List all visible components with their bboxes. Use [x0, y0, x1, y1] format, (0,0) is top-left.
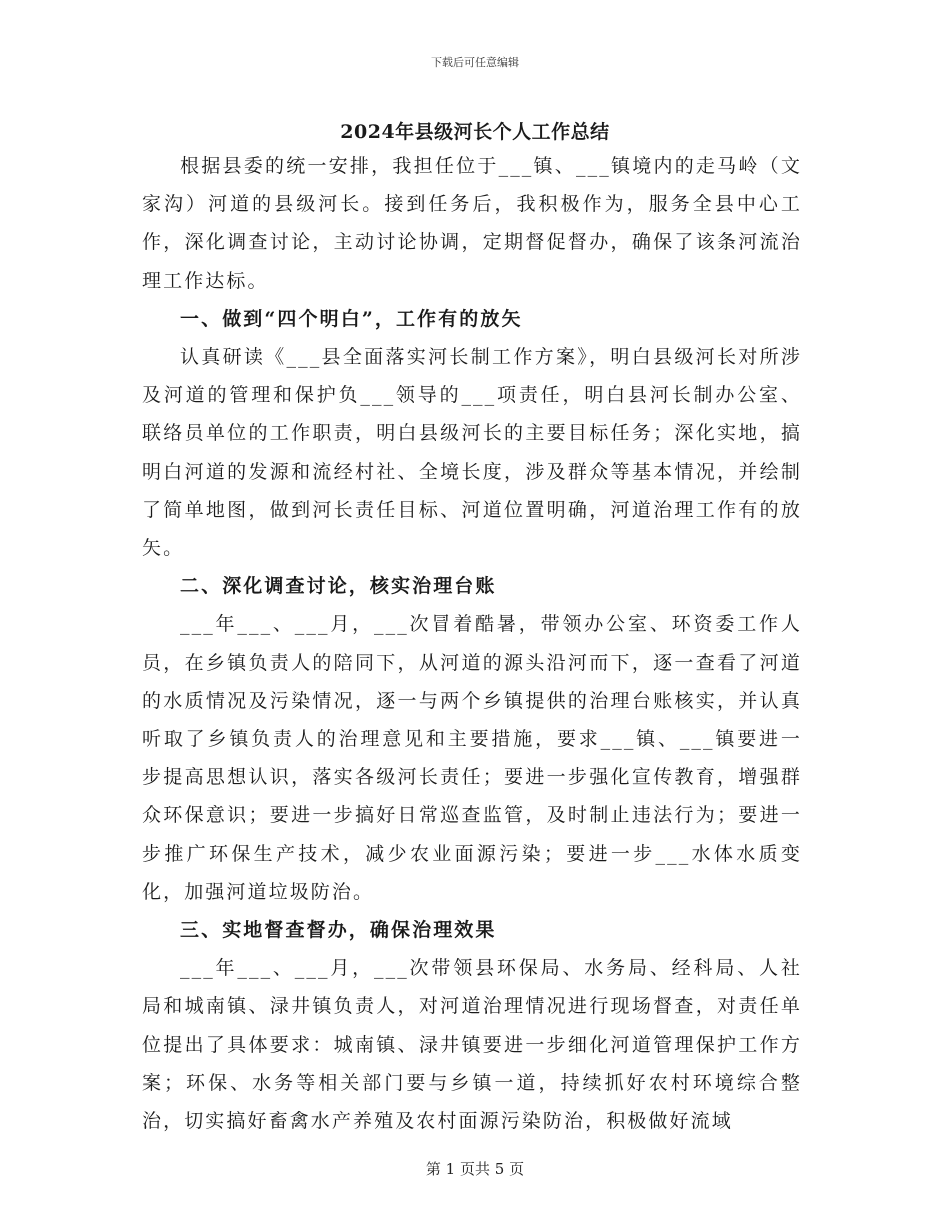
- page-number-footer: 第 1 页共 5 页: [425, 1160, 525, 1178]
- section-2-heading: 二、深化调查讨论，核实治理台账: [180, 575, 497, 598]
- section-3-heading: 三、实地督查督办，确保治理效果: [180, 919, 497, 942]
- document-title: 2024年县级河长个人工作总结: [340, 121, 610, 143]
- section-2-paragraph: ___年___、___月，___次冒着酷暑，带领办公室、环资委工作人员，在乡镇负责人的陪同下，从河道的源头沿河而下，逐一查看了河道的水质情况及污染情况，逐一与两个乡镇提供的治理台账核实，并认真听取了乡镇负责人的治理意见和主要措施，要求___镇、___镇要进一步提高思想认识，落实各级河长责任；要进一步强化宣传教育，增强群众环保意识；要进一步搞好日常巡查监管，及时制止违法行为；要进一步推广环保生产技术，减少农业面源污染；要进一步___水体水质变化，加强河道垃圾防治。: [142, 613, 802, 903]
- section-1-heading: 一、做到“四个明白”，工作有的放矢: [180, 307, 523, 330]
- page-header-note: 下载后可任意编辑: [431, 56, 519, 69]
- section-1-paragraph: 认真研读《___县全面落实河长制工作方案》，明白县级河长对所涉及河道的管理和保护负___领导的___项责任，明白县河长制办公室、联络员单位的工作职责，明白县级河长的主要目标任务；深化实地，搞明白河道的发源和流经村社、全境长度，涉及群众等基本情况，并绘制了简单地图，做到河长责任目标、河道位置明确，河道治理工作有的放矢。: [142, 346, 802, 560]
- document-body: [142, 147, 802, 1140]
- intro-paragraph: 根据县委的统一安排，我担任位于___镇、___镇境内的走马岭（文家沟）河道的县级河长。接到任务后，我积极作为，服务全县中心工作，深化调查讨论，主动讨论协调，定期督促督办，确保了该条河流治理工作达标。: [142, 155, 802, 292]
- section-3-paragraph: ___年___、___月，___次带领县环保局、水务局、经科局、人社局和城南镇、渌井镇负责人，对河道治理情况进行现场督查，对责任单位提出了具体要求：城南镇、渌井镇要进一步细化河道管理保护工作方案；环保、水务等相关部门要与乡镇一道，持续抓好农村环境综合整治，切实搞好畜禽水产养殖及农村面源污染防治，积极做好流域: [142, 957, 802, 1133]
